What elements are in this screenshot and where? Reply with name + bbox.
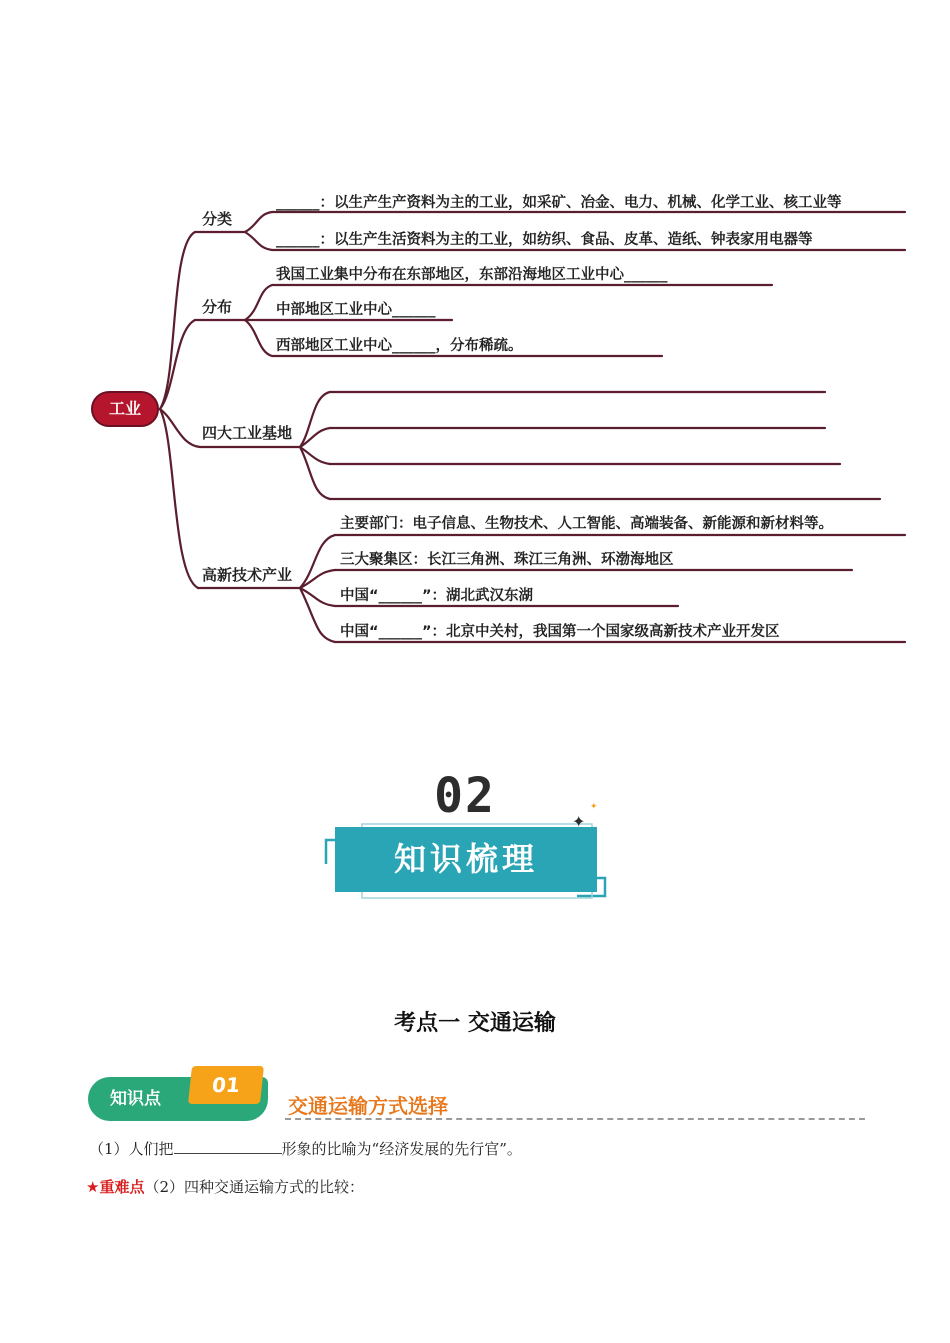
paragraph-1-suffix: 形象的比喻为“经济发展的先行官”。 [281, 1140, 522, 1158]
category-classification: 分类 [202, 210, 233, 228]
hitech-item-sectors: 主要部门：电子信息、生物技术、人工智能、高端装备、新能源和新材料等。 [340, 516, 833, 532]
section-number: 02 [434, 768, 496, 824]
classification-item-light: ______：以生产生活资料为主的工业，如纺织、食品、皮革、造纸、钟表家用电器等 [276, 232, 813, 248]
distribution-item-east: 我国工业集中分布在东部地区，东部沿海地区工业中心______ [276, 267, 668, 283]
category-four-bases: 四大工业基地 [202, 424, 293, 442]
paragraph-1-prefix: （1）人们把 [89, 1140, 174, 1158]
sparkle-star-icon: ✦ [572, 812, 586, 831]
sparkle-small-icon: ✦ [590, 802, 598, 812]
title-dashed-divider [285, 1118, 865, 1120]
paragraph-2 [86, 1176, 364, 1197]
key-point-tag: ★重难点 [86, 1178, 145, 1196]
fill-in-blank [174, 1139, 282, 1154]
classification-item-heavy: ______：以生产生产资料为主的工业，如采矿、冶金、电力、机械、化学工业、核工业等 [276, 195, 842, 211]
banner-title: 知识梳理 [335, 827, 597, 892]
exam-point-title: 考点一 交通运输 [394, 1011, 556, 1036]
distribution-item-central: 中部地区工业中心______ [276, 302, 436, 318]
distribution-item-west: 西部地区工业中心______，分布稀疏。 [276, 338, 523, 354]
hitech-item-clusters: 三大聚集区：长江三角洲、珠江三角洲、环渤海地区 [340, 552, 674, 568]
paragraph-2-text: （2）四种交通运输方式的比较： [144, 1178, 364, 1196]
knowledge-point-number: 01 [188, 1066, 264, 1104]
hitech-item-wuhan: 中国“______”：湖北武汉东湖 [340, 588, 534, 604]
category-hitech: 高新技术产业 [202, 566, 293, 584]
mindmap-root-node: 工业 [91, 391, 159, 427]
hitech-item-beijing: 中国“______”：北京中关村，我国第一个国家级高新技术产业开发区 [340, 624, 780, 640]
knowledge-point-badge: 知识点 [88, 1077, 268, 1121]
paragraph-1 [89, 1138, 522, 1159]
knowledge-point-title: 交通运输方式选择 [288, 1094, 448, 1118]
category-distribution: 分布 [202, 298, 233, 316]
